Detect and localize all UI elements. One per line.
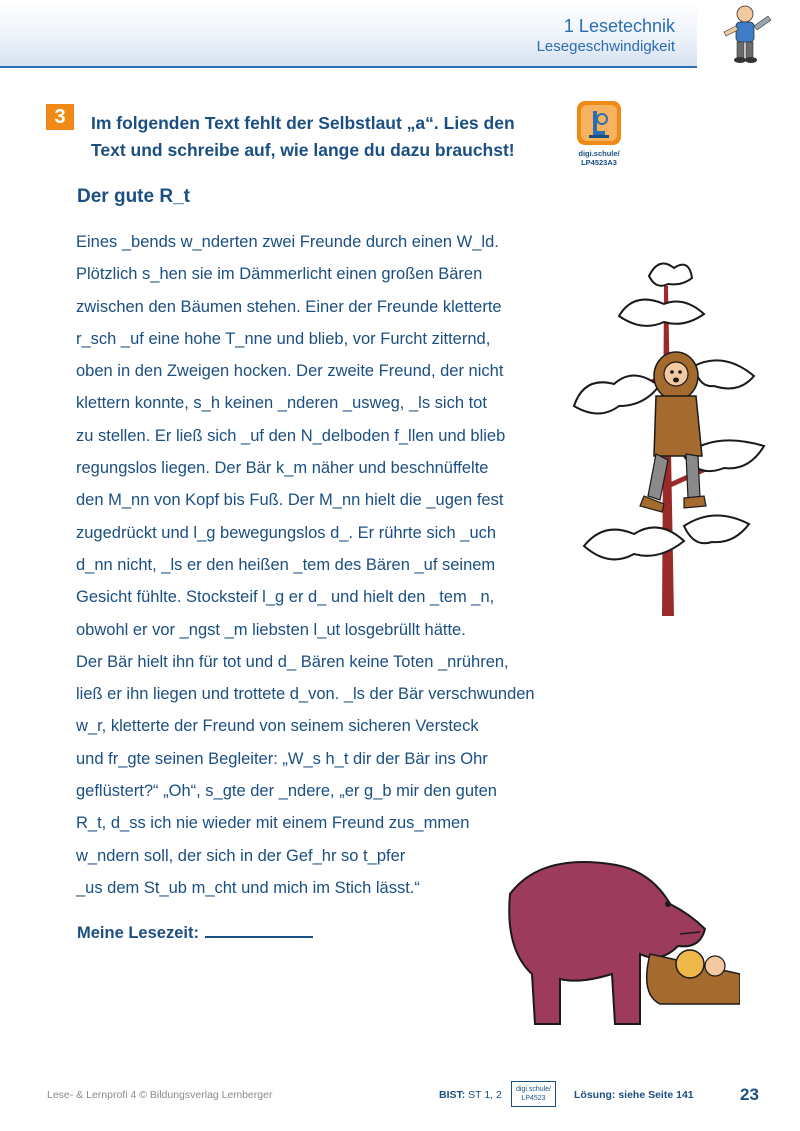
story-line: w_r, kletterte der Freund von seinem sicheren Versteck [76,717,479,736]
story-line: und fr_gte seinen Begleiter: „W_s h_t dir der Bär ins Ohr [76,749,488,768]
story-line: r_sch _uf eine hohe T_nne und blieb, vor Furcht zitternd, [76,329,491,348]
digi-schule-code [566,149,632,167]
stopwatch-person-icon [577,101,621,145]
story-line: w_ndern soll, der sich in der Gef_hr so t_pfer [76,846,406,865]
story-title: Der gute R_t [77,186,190,207]
page-number: 23 [740,1085,759,1104]
story-line: geflüstert?“ „Oh“, s_gte der _ndere, „er g_b mir den guten [76,782,497,801]
task-instruction-line: Text und schreibe auf, wie lange du dazu brauchst! [91,140,515,160]
footer-digi-line: digi.schule/ [515,1086,552,1093]
footer-digi-code[interactable] [511,1081,556,1107]
story-line: zugedrückt und l_g bewegungslos d_. Er rührte sich _uch [76,523,497,542]
story-line: ließ er ihn liegen und trottete d_von. _ls der Bär verschwunden [76,685,535,704]
story-line: klettern konnte, s_h keinen _nderen _usweg, _ls sich tot [76,394,487,413]
story-line: den M_nn von Kopf bis Fuß. Der M_nn hielt die _ugen fest [76,491,504,510]
story-line: zu stellen. Er ließ sich _uf den N_delboden f_llen und blieb [76,426,506,445]
bist-value: ST 1, 2 [468,1089,502,1101]
task-number-badge: 3 [46,104,74,130]
reading-time-blank[interactable] [205,922,313,938]
story-line: zwischen den Bäumen stehen. Einer der Freunde kletterte [76,297,502,316]
digi-code-line: LP4523A3 [581,158,617,167]
task-instruction-line: Im folgenden Text fehlt der Selbstlaut „a“. Lies den [91,113,515,133]
footer-digi-line: LP4523 [521,1095,546,1102]
footer-solution-reference: Lösung: siehe Seite 141 [574,1089,694,1101]
story-line: Der Bär hielt ihn für tot und d_ Bären keine Toten _nrühren, [76,652,509,671]
reading-time-label: Meine Lesezeit: [77,924,199,942]
bear-illustration [500,854,740,1036]
footer-bist [439,1089,502,1101]
story-line: Gesicht fühlte. Stocksteif l_g er d_ und hielt den _tem _n, [76,588,495,607]
digi-code-line: digi.schule/ [578,149,620,158]
task-instruction [91,110,561,164]
story-line: obwohl er vor _ngst _m liebsten l_ut losgebrüllt hätte. [76,620,466,639]
reading-time-field [77,922,313,943]
bist-label: BIST: [439,1089,466,1101]
story-line: R_t, d_ss ich nie wieder mit einem Freund zus_mmen [76,814,470,833]
story-line: oben in den Zweigen hocken. Der zweite Freund, der nicht [76,362,504,381]
chapter-title: 1 Lesetechnik [563,16,675,36]
digi-schule-icon[interactable] [577,101,621,145]
story-line: _us dem St_ub m_cht und mich im Stich lässt.“ [76,878,420,897]
tree-climber-illustration [564,256,770,628]
story-line: regungslos liegen. Der Bär k_m näher und beschnüffelte [76,459,489,478]
story-line: Plötzlich s_hen sie im Dämmerlicht einen großen Bären [76,265,483,284]
footer-copyright: Lese- & Lernprofi 4 © Bildungsverlag Lemberger [47,1089,273,1101]
story-line: d_nn nicht, _ls er den heißen _tem des Bären _uf seinem [76,555,496,574]
story-line: Eines _bends w_nderten zwei Freunde durch einen W_ld. [76,233,499,251]
subchapter-title: Lesegeschwindigkeit [536,38,675,55]
mascot-illustration [716,2,774,66]
story-text [76,226,596,904]
